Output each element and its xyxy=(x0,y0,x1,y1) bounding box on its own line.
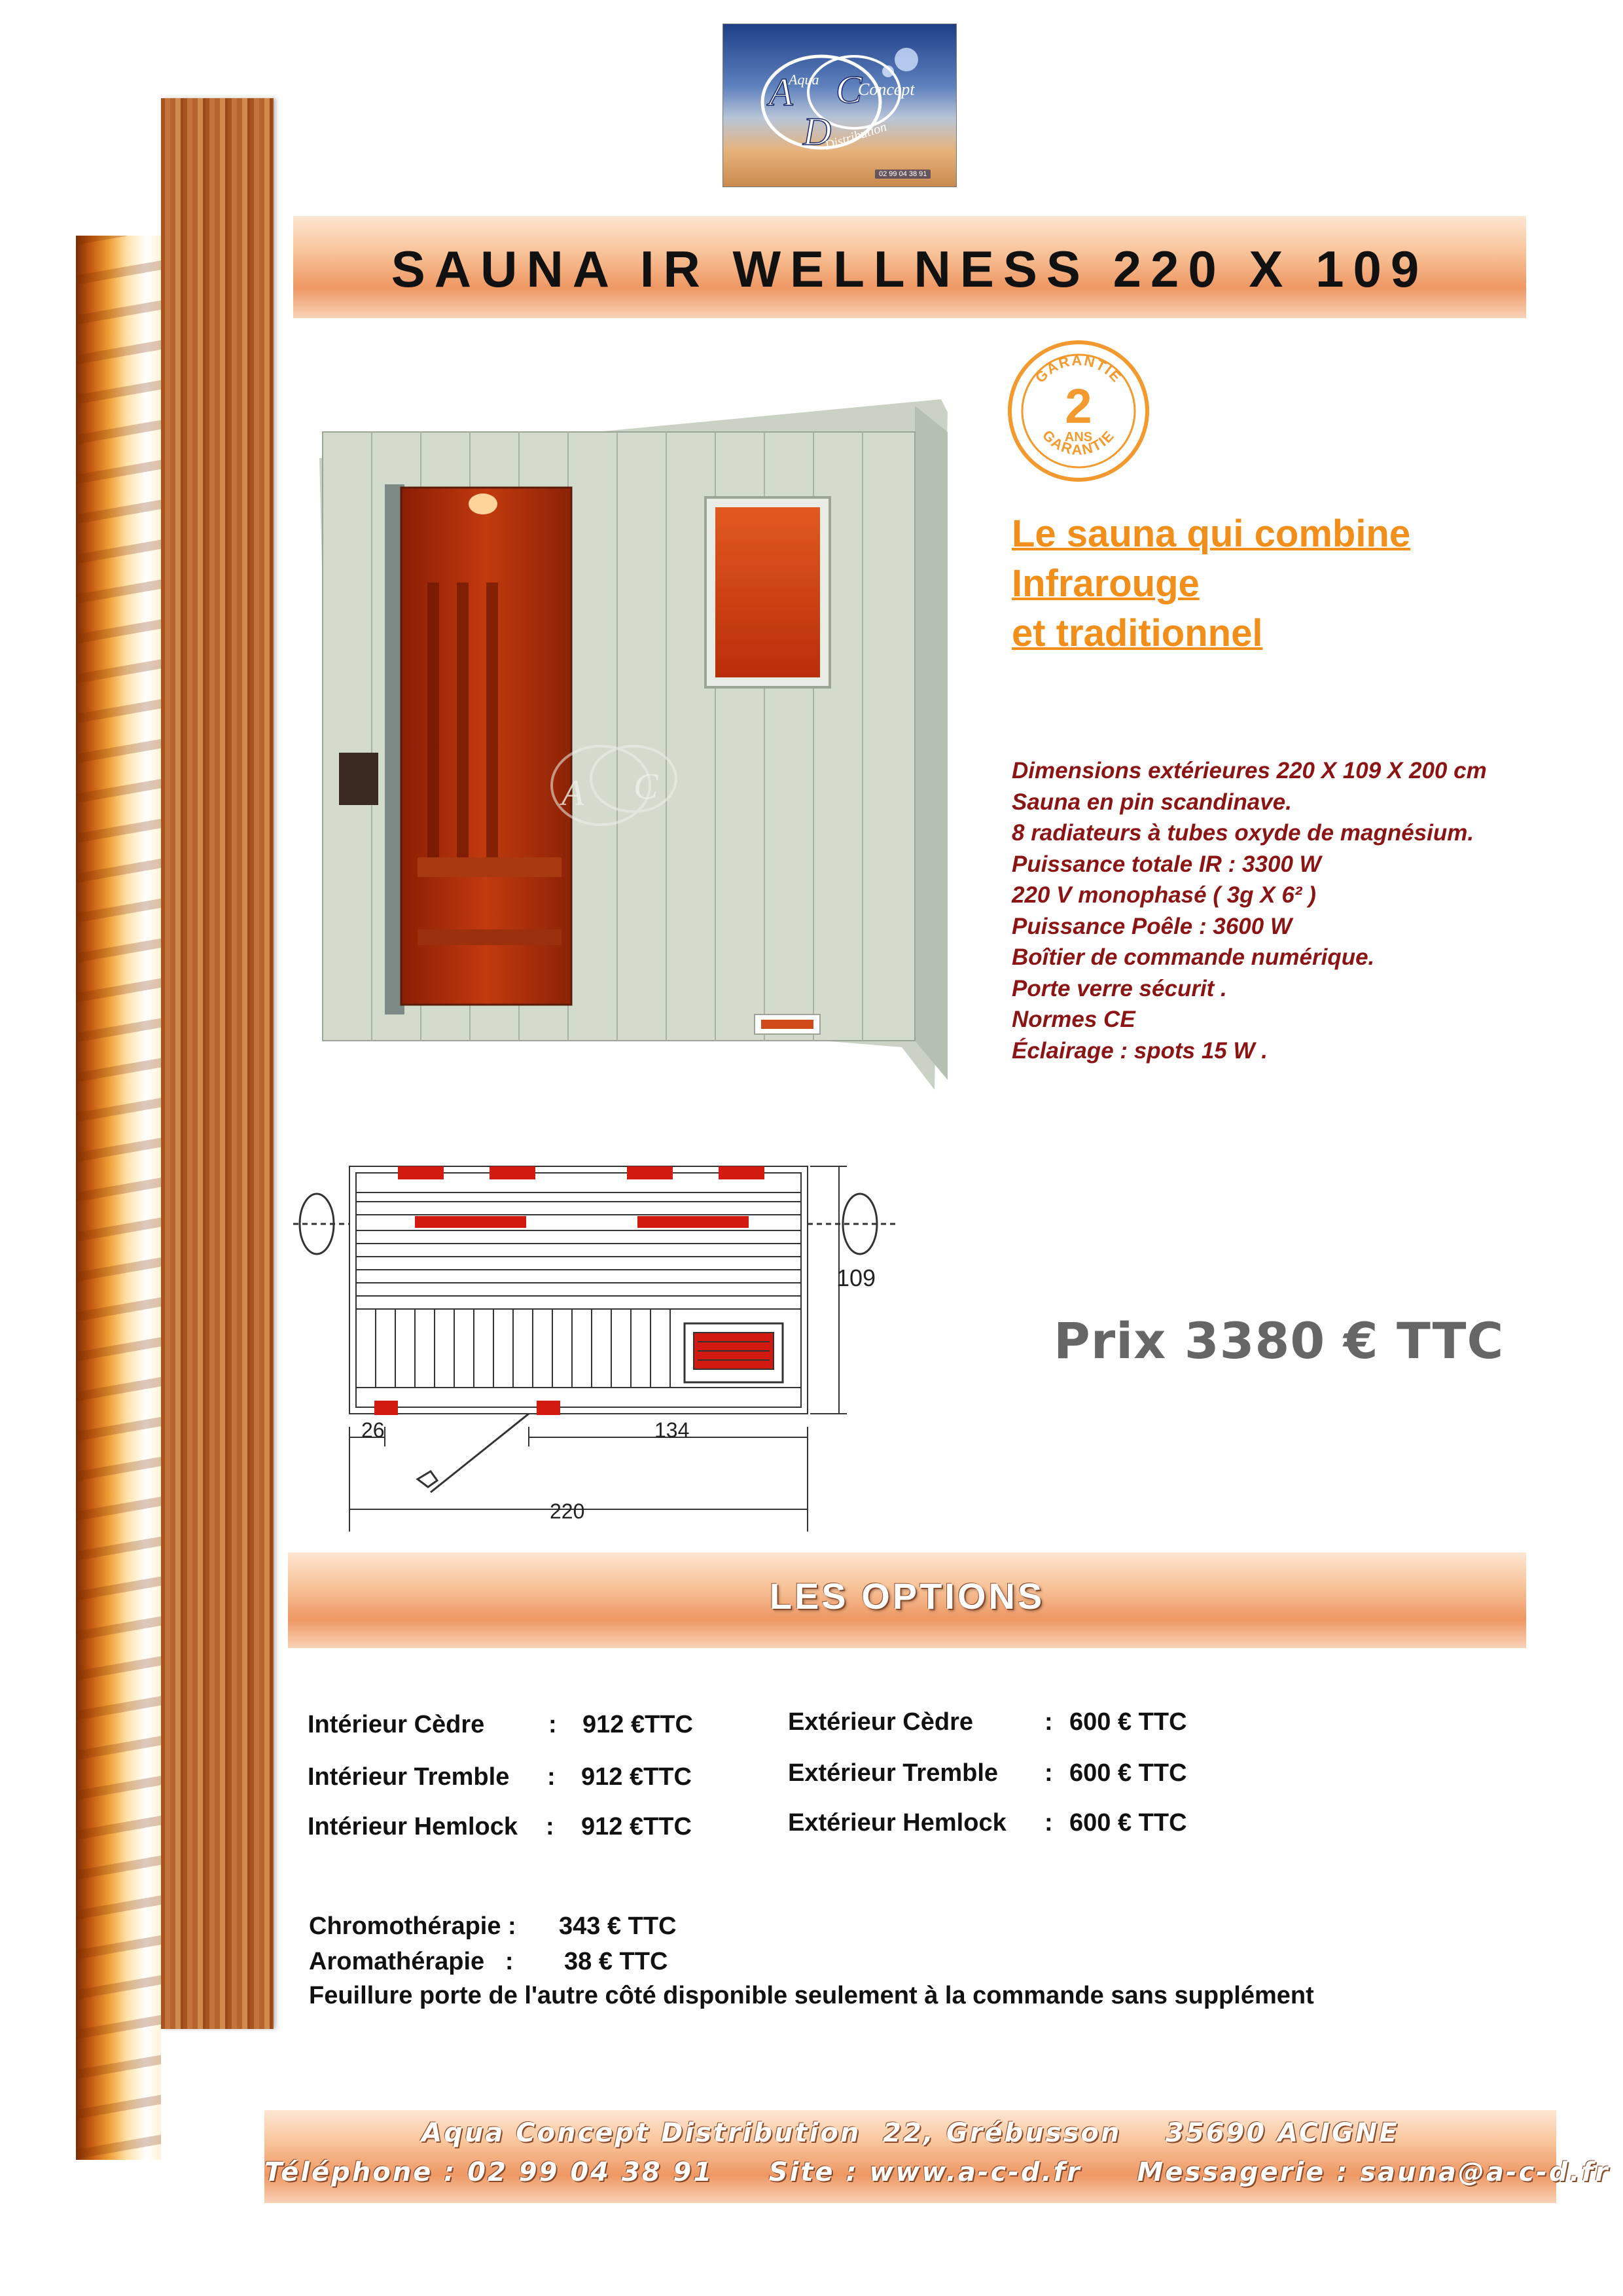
spec-item: Sauna en pin scandinave. xyxy=(1012,789,1292,815)
spec-item: 8 radiateurs à tubes oxyde de magnésium. xyxy=(1012,820,1474,846)
spec-item: Dimensions extérieures 220 X 109 X 200 cm xyxy=(1012,758,1487,783)
flame-decoration-strip xyxy=(76,236,161,2160)
extra-option-label: Chromothérapie : xyxy=(309,1912,516,1940)
options-title: LES OPTIONS xyxy=(769,1575,1045,1617)
headline xyxy=(1012,509,1410,658)
logo-phone: 02 99 04 38 91 xyxy=(875,170,931,179)
seal-number: 2 xyxy=(1065,379,1092,433)
title-banner xyxy=(293,216,1526,318)
option-price: 600 € TTC xyxy=(1069,1809,1187,1837)
plan-width-label: 220 xyxy=(550,1499,585,1523)
option-label: Intérieur Cèdre xyxy=(308,1711,485,1738)
seal-unit: ANS xyxy=(1064,430,1093,444)
company-logo xyxy=(722,24,957,187)
options-banner xyxy=(288,1552,1526,1648)
extra-option-price: 343 € TTC xyxy=(559,1912,677,1940)
spec-list xyxy=(1012,755,1487,1066)
option-label: Extérieur Cèdre xyxy=(788,1708,974,1736)
option-separator: : xyxy=(547,1763,556,1791)
footer-contact: Téléphone : 02 99 04 38 91 Site : www.a-c-d.fr Messagerie : sauna@a-c-d.fr xyxy=(264,2157,1610,2187)
option-label: Intérieur Tremble xyxy=(308,1763,510,1791)
page-title: SAUNA IR WELLNESS 220 X 109 xyxy=(391,240,1429,298)
plan-inner-width-label: 134 xyxy=(654,1418,690,1442)
seal-top-text: GARANTIE xyxy=(1031,351,1126,386)
option-separator: : xyxy=(546,1813,554,1840)
logo-brand-distribution: Distribution xyxy=(823,119,889,153)
option-price: 912 €TTC xyxy=(581,1763,692,1791)
spec-item: Porte verre sécurit . xyxy=(1012,975,1227,1001)
logo-mark xyxy=(749,40,919,164)
spec-item: 220 V monophasé ( 3g X 6² ) xyxy=(1012,882,1316,908)
wood-plank-decoration xyxy=(161,98,274,2029)
spec-item: Puissance totale IR : 3300 W xyxy=(1012,851,1321,877)
seal-bottom-text: GARANTIE xyxy=(1039,427,1118,458)
option-price: 600 € TTC xyxy=(1069,1708,1187,1736)
svg-text:D: D xyxy=(803,110,832,153)
extra-option-price: 38 € TTC xyxy=(564,1948,668,1975)
plan-depth-label: 109 xyxy=(836,1265,876,1291)
option-separator: : xyxy=(1044,1809,1053,1837)
svg-text:C: C xyxy=(836,68,863,111)
option-separator: : xyxy=(1044,1708,1053,1736)
spec-item: Éclairage : spots 15 W . xyxy=(1012,1037,1268,1064)
logo-brand-concept: Concept xyxy=(858,80,915,99)
floor-plan-diagram xyxy=(293,1139,902,1532)
option-separator: : xyxy=(1044,1759,1053,1787)
option-label: Extérieur Tremble xyxy=(788,1759,999,1787)
svg-text:C: C xyxy=(633,766,658,807)
guarantee-seal xyxy=(1007,339,1150,483)
footer-address: Aqua Concept Distribution 22, Grébusson 35690 ACIGNE xyxy=(421,2118,1399,2148)
option-price: 912 €TTC xyxy=(582,1711,693,1738)
svg-text:A: A xyxy=(769,71,793,114)
option-label: Intérieur Hemlock xyxy=(308,1813,518,1840)
headline-line: et traditionnel xyxy=(1012,612,1263,655)
logo-brand-aqua: Aqua xyxy=(789,71,819,88)
extra-option-label: Aromathérapie : xyxy=(309,1948,514,1975)
spec-item: Puissance Poêle : 3600 W xyxy=(1012,913,1292,939)
headline-line: Infrarouge xyxy=(1012,562,1200,605)
option-separator: : xyxy=(548,1711,557,1738)
option-price: 912 €TTC xyxy=(581,1813,692,1840)
svg-text:A: A xyxy=(562,773,584,814)
plan-door-offset-label: 26 xyxy=(361,1418,385,1442)
headline-line: Le sauna qui combine xyxy=(1012,512,1411,555)
option-price: 600 € TTC xyxy=(1069,1759,1187,1787)
footer-banner xyxy=(264,2110,1610,2203)
price: Prix 3380 € TTC xyxy=(1054,1312,1505,1370)
spec-item: Normes CE xyxy=(1012,1007,1135,1032)
door-hinge-note: Feuillure porte de l'autre côté disponible seulement à la commande sans supplément xyxy=(309,1982,1314,2009)
option-label: Extérieur Hemlock xyxy=(788,1809,1007,1837)
spec-item: Boîtier de commande numérique. xyxy=(1012,944,1375,970)
sauna-product-photo xyxy=(293,386,948,1093)
